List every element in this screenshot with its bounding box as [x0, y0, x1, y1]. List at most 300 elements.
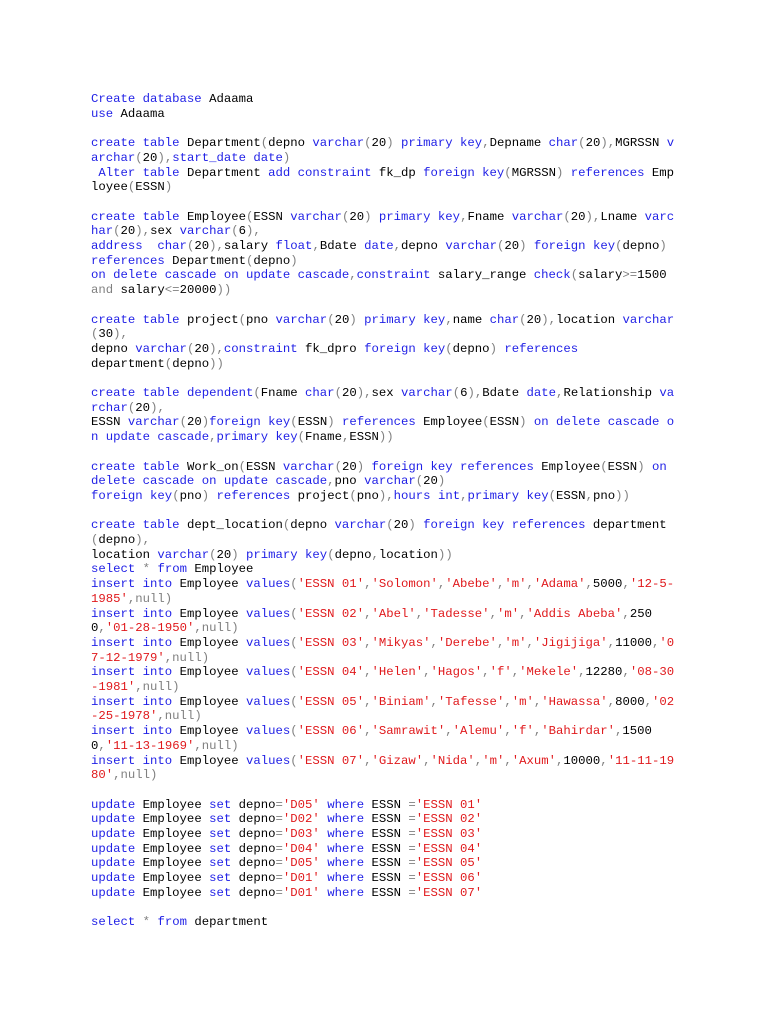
sql-keyword: insert into	[91, 635, 173, 650]
sql-text: depno	[231, 856, 276, 871]
sql-keyword: start_date	[172, 150, 246, 165]
sql-keyword: update	[91, 841, 136, 856]
sql-text: 20	[341, 459, 357, 474]
sql-text: Bdate	[319, 239, 365, 253]
sql-keyword: varchar	[312, 136, 365, 151]
sql-operator: (	[482, 415, 490, 430]
sql-operator: (	[600, 459, 608, 474]
sql-text: depno	[231, 841, 276, 856]
sql-operator: (	[260, 136, 269, 151]
sql-keyword: values	[245, 753, 291, 768]
sql-text: department	[186, 915, 269, 930]
sql-operator: ),	[209, 341, 224, 356]
sql-operator: ,	[585, 488, 593, 503]
sql-text: 20	[341, 386, 357, 400]
sql-operator: ,	[423, 665, 431, 680]
sql-string: 'Jigijiga'	[533, 635, 608, 650]
code-paragraph	[91, 313, 681, 372]
sql-operator: (	[245, 253, 254, 268]
sql-keyword: float	[275, 239, 313, 253]
sql-operator: (	[341, 209, 350, 224]
sql-operator: )	[201, 488, 210, 503]
sql-operator: (	[186, 239, 195, 253]
sql-text: 2500	[91, 606, 652, 636]
sql-string: 'ESSN 07'	[415, 885, 483, 900]
sql-keyword: hours	[393, 488, 431, 503]
sql-string: '01-28-1950'	[105, 621, 195, 636]
sql-keyword: set	[209, 812, 232, 827]
sql-keyword: primary key	[216, 430, 298, 445]
sql-string: 'ESSN 06'	[415, 871, 483, 886]
sql-text: depno	[268, 136, 313, 151]
sql-text: Fname	[305, 430, 342, 445]
sql-text: sex	[150, 224, 180, 239]
sql-keyword: values	[245, 606, 291, 621]
sql-operator: (	[349, 488, 357, 503]
sql-operator: ,	[482, 665, 490, 680]
sql-string: 'Adama'	[533, 577, 586, 592]
sql-text: Adaama	[209, 92, 254, 106]
sql-text: Employee	[172, 606, 246, 621]
sql-string: '02-25-1978'	[91, 694, 675, 724]
sql-text	[143, 239, 158, 253]
sql-string: 'ESSN 01'	[415, 797, 483, 812]
sql-text: pno	[592, 488, 616, 503]
sql-text: depno	[231, 827, 276, 842]
sql-text: depno	[334, 547, 372, 562]
sql-operator: (	[290, 606, 298, 621]
sql-operator: (	[127, 180, 136, 195]
sql-operator: ,null)	[157, 709, 202, 724]
sql-keyword: Alter table	[98, 165, 180, 180]
sql-keyword: insert into	[91, 724, 173, 739]
sql-text: depno	[172, 356, 210, 371]
sql-text: Department	[179, 165, 269, 180]
sql-text: project	[179, 312, 239, 327]
sql-operator: ,	[489, 606, 497, 621]
sql-operator: (	[334, 459, 342, 474]
sql-text: Bdate	[482, 386, 527, 400]
sql-keyword: char	[489, 312, 520, 327]
sql-operator: )	[356, 459, 365, 474]
sql-text: 20	[504, 239, 520, 253]
sql-operator: ,null)	[194, 738, 239, 753]
sql-operator: ,	[474, 753, 483, 768]
sql-string: 'Tafesse'	[437, 694, 505, 709]
sql-keyword: insert into	[91, 694, 173, 709]
sql-operator: (	[135, 150, 143, 165]
sql-operator: (	[548, 488, 557, 503]
sql-keyword: date	[364, 239, 394, 253]
sql-text: 20	[142, 150, 158, 165]
sql-operator: ))	[378, 430, 394, 445]
sql-operator: ),	[541, 312, 557, 327]
sql-operator: ,	[496, 635, 505, 650]
sql-string: 'ESSN 02'	[297, 606, 365, 621]
sql-text: 1500	[637, 268, 675, 283]
sql-operator: ,	[533, 694, 542, 709]
sql-operator: ,	[341, 430, 350, 445]
sql-operator: ,	[445, 312, 453, 327]
sql-text: depno	[231, 812, 276, 827]
sql-text: depno	[622, 239, 660, 253]
sql-string: 'ESSN 04'	[415, 841, 483, 856]
sql-text: name	[452, 312, 490, 327]
sql-text	[135, 562, 142, 576]
sql-operator: ,	[615, 724, 623, 739]
sql-text: fk_dp	[371, 165, 424, 180]
sql-operator: =	[408, 827, 416, 842]
sql-string: 'Gizaw'	[371, 753, 424, 768]
sql-keyword: address	[91, 239, 143, 253]
sql-text: 11000	[615, 635, 652, 650]
sql-text: 20	[371, 136, 387, 151]
sql-keyword: constraint	[356, 268, 431, 283]
sql-text: 20000	[179, 283, 217, 298]
sql-string: 'm'	[504, 635, 527, 650]
sql-string: 'm'	[482, 753, 505, 768]
sql-text: ESSN	[489, 415, 520, 430]
sql-operator: ,	[437, 577, 446, 592]
sql-text: 6	[238, 224, 247, 239]
sql-keyword: check	[533, 268, 571, 283]
sql-operator: ,null)	[164, 650, 210, 665]
sql-operator: (	[253, 386, 261, 400]
sql-string: 'Derebe'	[437, 635, 497, 650]
sql-operator: ,	[364, 635, 372, 650]
sql-keyword: constraint	[223, 341, 298, 356]
sql-text: depno	[231, 871, 276, 886]
sql-text	[135, 915, 142, 929]
sql-keyword: varchar	[622, 312, 675, 327]
sql-operator: ))	[437, 547, 453, 562]
sql-keyword: update	[91, 871, 136, 886]
sql-text: ESSN	[253, 209, 291, 224]
sql-keyword: create table	[91, 386, 180, 400]
sql-operator: ,	[504, 694, 512, 709]
sql-text	[364, 460, 371, 474]
sql-keyword: date	[253, 150, 283, 165]
sql-text: Employee	[172, 753, 246, 768]
sql-text: Employee	[533, 459, 601, 474]
code-paragraph	[91, 210, 681, 298]
sql-operator: ,	[600, 753, 608, 768]
sql-keyword: varchar	[334, 518, 387, 533]
sql-text: 30	[98, 327, 114, 342]
sql-string: 'Axum'	[511, 753, 556, 768]
sql-text: Employee	[415, 415, 483, 430]
sql-keyword: update	[91, 885, 136, 900]
sql-string: 'Addis Abeba'	[526, 606, 623, 621]
sql-operator: ),	[585, 209, 601, 224]
sql-operator: ),	[135, 533, 151, 547]
sql-text	[431, 489, 438, 503]
sql-keyword: varchar	[364, 474, 416, 489]
sql-keyword: varchar	[401, 386, 453, 400]
sql-keyword: set	[209, 885, 232, 900]
sql-text: Employee	[135, 885, 210, 900]
sql-string: 'Alemu'	[452, 724, 505, 739]
sql-text: Department	[179, 136, 261, 151]
sql-text: ESSN	[364, 841, 409, 856]
sql-operator: ,	[585, 577, 593, 592]
sql-keyword: references	[504, 341, 579, 356]
sql-string: 'Nida'	[430, 753, 475, 768]
sql-keyword: varchar	[282, 459, 335, 474]
sql-operator: ,null)	[113, 768, 158, 783]
sql-operator: (	[282, 518, 291, 533]
sql-string: 'Mikyas'	[371, 635, 431, 650]
sql-text: ESSN	[364, 871, 409, 886]
sql-operator: ,null)	[135, 680, 180, 695]
sql-text	[563, 166, 570, 180]
sql-text: Fname	[467, 209, 512, 224]
sql-operator: ,null)	[127, 591, 173, 606]
sql-keyword: foreign key	[209, 415, 291, 430]
sql-operator: ,	[371, 547, 379, 562]
sql-operator: )	[290, 253, 298, 268]
sql-text: Relationship	[563, 386, 660, 400]
sql-operator: ,	[622, 665, 630, 680]
sql-operator: ,	[327, 474, 335, 489]
sql-operator: )	[437, 474, 446, 489]
sql-string: 'Solomon'	[371, 577, 438, 592]
sql-string: 'ESSN 04'	[297, 665, 365, 680]
sql-operator: ,	[364, 694, 372, 709]
sql-operator: )	[555, 165, 564, 180]
sql-keyword: from	[157, 562, 187, 577]
sql-string: 'ESSN 01'	[297, 577, 365, 592]
sql-string: 'D05'	[282, 797, 320, 812]
sql-operator: =	[275, 797, 283, 812]
sql-text: Depname	[489, 136, 549, 151]
sql-operator: ,	[607, 635, 616, 650]
sql-keyword: primary key	[467, 488, 549, 503]
sql-operator: (	[209, 547, 217, 562]
sql-operator: (	[415, 474, 424, 489]
sql-operator: (	[290, 753, 298, 768]
sql-operator: )	[349, 312, 357, 327]
sql-operator: ,	[622, 577, 630, 592]
sql-operator: =	[275, 856, 283, 871]
sql-text: Employee	[135, 856, 210, 871]
sql-operator: (	[172, 488, 180, 503]
sql-text: project	[290, 488, 350, 503]
sql-text: 8000	[615, 694, 645, 709]
sql-string: 'Bahirdar'	[541, 724, 616, 739]
sql-keyword: where	[327, 797, 365, 812]
sql-text: dept_location	[179, 518, 283, 533]
sql-string: 'Abel'	[371, 606, 416, 621]
sql-operator: >=	[622, 268, 638, 283]
sql-keyword: references	[342, 415, 416, 430]
sql-operator: (	[113, 224, 121, 239]
sql-keyword: create table	[91, 518, 180, 533]
sql-operator: (	[578, 136, 586, 151]
sql-text: MGRSSN	[511, 165, 556, 180]
sql-text: Employee	[135, 841, 210, 856]
sql-keyword: add constraint	[268, 165, 372, 180]
sql-text	[527, 239, 534, 253]
sql-operator: (	[238, 312, 246, 327]
sql-operator: ),	[135, 224, 151, 239]
sql-text: Work_on	[179, 459, 239, 474]
sql-string: 'D02'	[282, 812, 320, 827]
code-paragraph	[91, 136, 681, 195]
sql-operator: ,	[430, 635, 438, 650]
sql-text: depno	[98, 533, 136, 547]
sql-text: Employee	[179, 209, 246, 224]
sql-keyword: from	[157, 915, 187, 930]
sql-keyword: set	[209, 856, 232, 871]
code-paragraph	[91, 518, 681, 783]
sql-operator: ,	[423, 753, 431, 768]
sql-operator: (	[364, 136, 372, 151]
sql-string: 'f'	[511, 724, 534, 739]
sql-text: 20	[334, 312, 350, 327]
sql-keyword: foreign key	[423, 165, 505, 180]
sql-string: '11-11-1980'	[91, 753, 675, 783]
sql-text	[209, 489, 216, 503]
sql-string: '11-13-1969'	[105, 738, 195, 753]
sql-operator: ,	[526, 635, 534, 650]
sql-keyword: varchar	[91, 386, 675, 415]
sql-operator: ,	[364, 606, 372, 621]
sql-operator: ,	[504, 724, 512, 739]
sql-keyword: varchar	[127, 415, 180, 430]
sql-string: 'D04'	[282, 841, 320, 856]
sql-operator: )	[201, 415, 210, 430]
sql-string: '08-30-1981'	[91, 665, 675, 695]
sql-operator: ,	[415, 606, 424, 621]
sql-string: 'm'	[504, 577, 527, 592]
sql-keyword: on delete cascade on update cascade	[91, 459, 675, 489]
sql-operator: =	[408, 871, 416, 886]
sql-text	[527, 415, 534, 429]
code-paragraph	[91, 386, 681, 445]
sql-operator: ,	[511, 665, 520, 680]
sql-keyword: insert into	[91, 606, 173, 621]
sql-text: 20	[135, 400, 151, 415]
sql-keyword: references	[216, 488, 291, 503]
sql-text	[180, 386, 187, 400]
sql-operator: )	[327, 415, 335, 430]
sql-operator: ,	[312, 239, 320, 253]
sql-text: Employee	[172, 665, 246, 680]
sql-keyword: where	[327, 871, 365, 886]
sql-operator: ),	[378, 488, 394, 503]
sql-keyword: values	[245, 665, 291, 680]
sql-keyword: date	[526, 386, 557, 400]
sql-operator: ))	[216, 283, 232, 298]
sql-text: Adaama	[113, 106, 165, 121]
sql-operator: ,	[482, 136, 490, 151]
sql-string: 'ESSN 06'	[297, 724, 365, 739]
sql-string: 'ESSN 02'	[415, 812, 483, 827]
sql-keyword: varchar	[91, 136, 675, 165]
sql-operator: ,	[430, 694, 438, 709]
sql-text: department	[91, 356, 165, 371]
code-paragraph	[91, 798, 681, 901]
sql-keyword: varchar	[445, 239, 497, 253]
code-paragraph	[91, 92, 681, 121]
sql-text: sex	[371, 386, 402, 400]
sql-operator: )	[659, 239, 667, 253]
sql-text: Department	[164, 253, 246, 268]
sql-string: 'Samrawit'	[371, 724, 446, 739]
sql-text: ESSN	[556, 488, 586, 503]
sql-keyword: foreign key references	[371, 459, 534, 474]
sql-keyword: select	[91, 562, 136, 577]
sql-operator: =	[408, 841, 416, 856]
sql-keyword: where	[327, 841, 365, 856]
sql-operator: ,	[556, 753, 564, 768]
sql-keyword: insert into	[91, 753, 173, 768]
sql-operator: =	[275, 827, 283, 842]
sql-text: pno	[179, 488, 202, 503]
sql-operator: )	[408, 518, 416, 533]
sql-text: depno	[231, 797, 276, 812]
sql-operator: )	[519, 415, 527, 430]
sql-keyword: update	[91, 827, 136, 842]
sql-operator: (	[290, 577, 298, 592]
sql-string: 'm'	[496, 606, 520, 621]
sql-text: ESSN	[364, 856, 409, 871]
sql-string: 'D03'	[282, 827, 320, 842]
sql-string: 'ESSN 05'	[415, 856, 483, 871]
sql-keyword: where	[327, 812, 365, 827]
sql-operator: ,null)	[194, 621, 239, 636]
sql-keyword: foreign key	[364, 341, 446, 356]
sql-string: 'D01'	[282, 885, 320, 900]
sql-text: ESSN	[297, 415, 328, 430]
sql-keyword: select	[91, 915, 136, 930]
sql-operator: =	[408, 856, 416, 871]
sql-text	[645, 460, 652, 474]
sql-operator: (	[290, 694, 298, 709]
sql-keyword: Create database	[91, 92, 202, 106]
sql-keyword: references	[570, 165, 645, 180]
sql-operator: (	[91, 327, 99, 342]
sql-keyword: set	[209, 841, 232, 856]
sql-text: 5000	[592, 577, 623, 592]
sql-keyword: update	[91, 797, 136, 812]
sql-text: ESSN	[364, 827, 409, 842]
sql-text: location	[378, 547, 438, 562]
sql-string: 'm'	[511, 694, 534, 709]
sql-string: 'Helen'	[371, 665, 424, 680]
sql-text: depno	[401, 239, 446, 253]
sql-keyword: values	[245, 694, 291, 709]
sql-operator: ),	[246, 224, 261, 239]
sql-operator: ,	[607, 694, 616, 709]
sql-keyword: primary key	[364, 312, 446, 327]
sql-operator: ,	[622, 606, 630, 621]
sql-operator: )	[282, 150, 291, 165]
sql-string: 'Hagos'	[430, 665, 483, 680]
sql-operator: (	[386, 518, 394, 533]
sql-text: 10000	[563, 753, 601, 768]
sql-operator: )	[519, 239, 527, 253]
sql-operator: (	[563, 209, 571, 224]
sql-keyword: varchar	[275, 312, 328, 327]
sql-operator: ,	[364, 753, 372, 768]
sql-operator: ,	[364, 577, 372, 592]
sql-operator: ,	[651, 635, 660, 650]
sql-keyword: update	[91, 812, 136, 827]
sql-keyword: insert into	[91, 665, 173, 680]
sql-string: 'ESSN 07'	[297, 753, 365, 768]
